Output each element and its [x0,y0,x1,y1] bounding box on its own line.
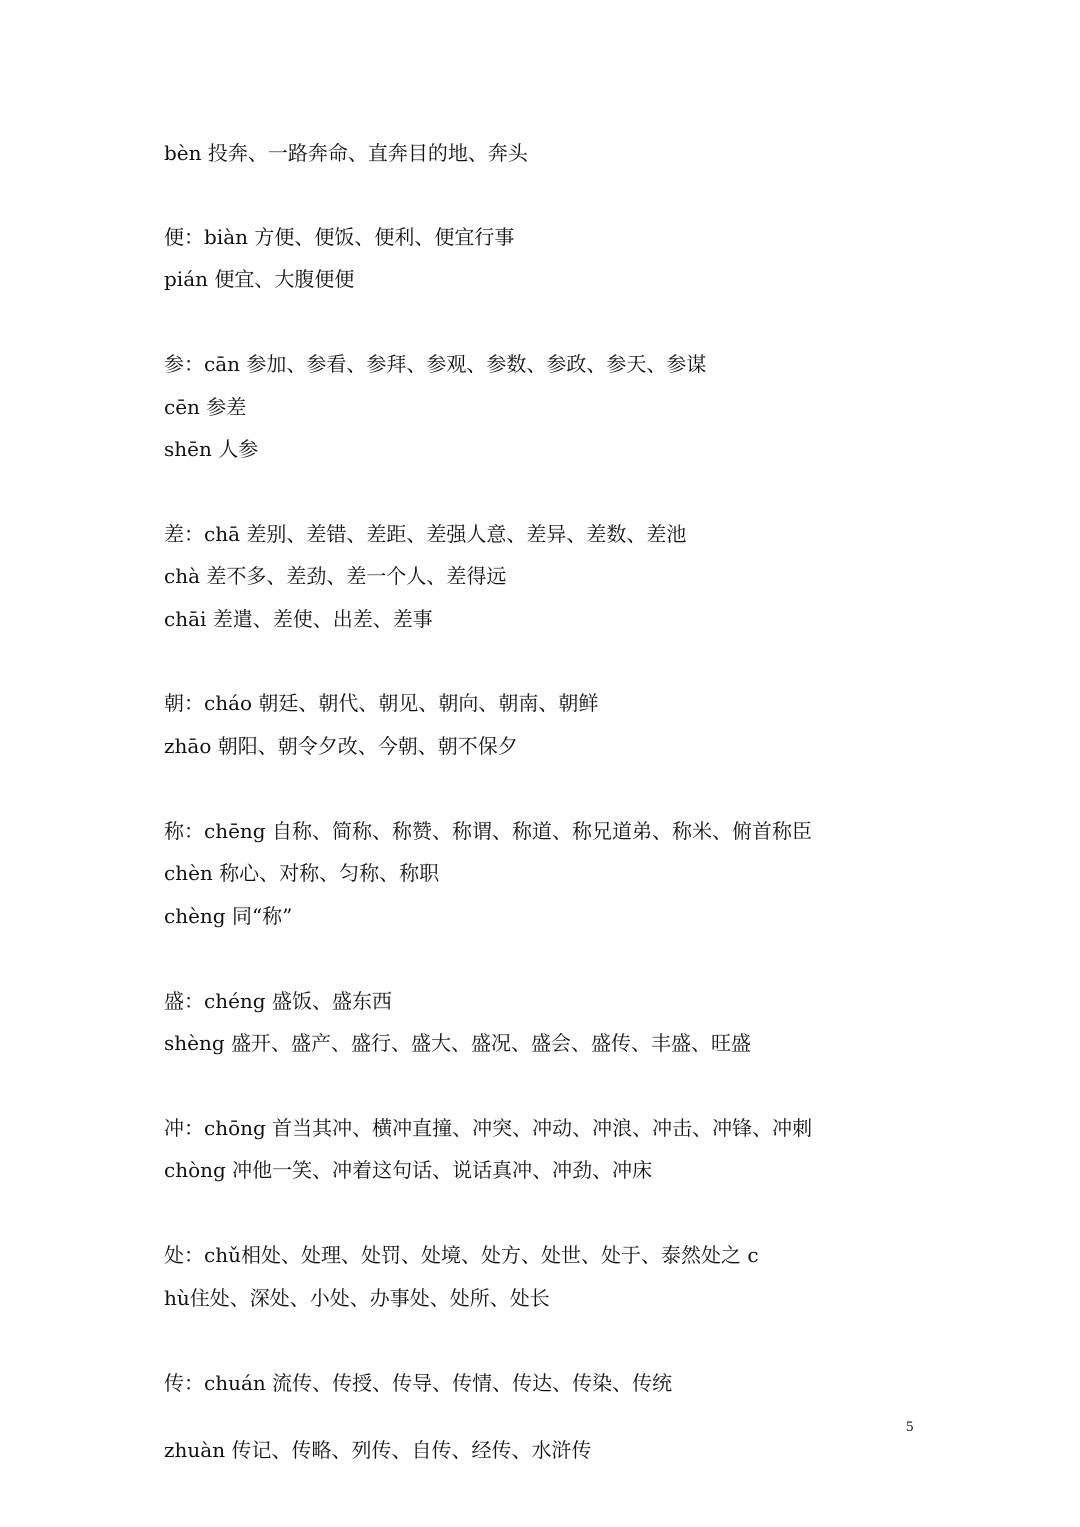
entry-line: 盛：chéng 盛饭、盛东西 [164,989,392,1013]
entry-line: zhāo 朝阳、朝令夕改、今朝、朝不保夕 [164,734,518,758]
entry-line: pián 便宜、大腹便便 [164,267,355,291]
entry-line: 便：biàn 方便、便饭、便利、便宜行事 [164,225,515,249]
entry-line: shèng 盛开、盛产、盛行、盛大、盛况、盛会、盛传、丰盛、旺盛 [164,1031,752,1055]
entry-line: zhuàn 传记、传略、列传、自传、经传、水浒传 [164,1438,592,1462]
entry-line: hù住处、深处、小处、办事处、处所、处长 [164,1286,550,1310]
entry-line: chà 差不多、差劲、差一个人、差得远 [164,564,507,588]
page-number: 5 [906,1419,914,1435]
entry-line: 差：chā 差别、差错、差距、差强人意、差异、差数、差池 [164,522,687,546]
entry-line: 朝：cháo 朝廷、朝代、朝见、朝向、朝南、朝鲜 [164,691,599,715]
entry-line: 处：chǔ相处、处理、处罚、处境、处方、处世、处于、泰然处之 c [164,1243,759,1267]
entry-line: chāi 差遣、差使、出差、差事 [164,607,433,631]
entry-line: 冲：chōng 首当其冲、横冲直撞、冲突、冲动、冲浪、冲击、冲锋、冲刺 [164,1116,813,1140]
entry-line: chòng 冲他一笑、冲着这句话、说话真冲、冲劲、冲床 [164,1158,653,1182]
entry-line: chèn 称心、对称、匀称、称职 [164,861,440,885]
entry-line: 传：chuán 流传、传授、传导、传情、传达、传染、传统 [164,1371,673,1395]
entry-line: cēn 参差 [164,395,247,419]
entry-line: chèng 同“称” [164,904,293,928]
entry-line: shēn 人参 [164,437,259,461]
entry-line: 参：cān 参加、参看、参拜、参观、参数、参政、参天、参谋 [164,352,707,376]
entry-line: bèn 投奔、一路奔命、直奔目的地、奔头 [164,141,528,165]
entry-line: 称：chēng 自称、简称、称赞、称谓、称道、称兄道弟、称米、俯首称臣 [164,819,812,843]
